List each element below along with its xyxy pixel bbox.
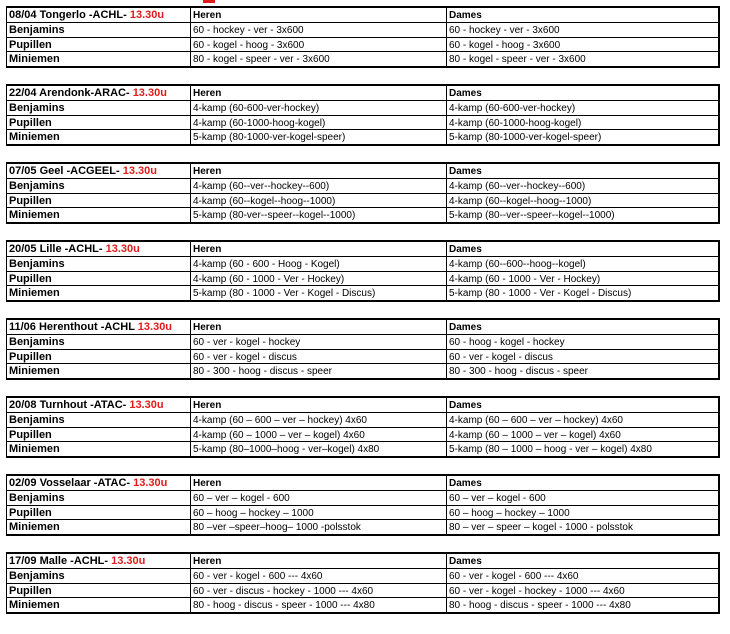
category-label: Miniemen (7, 52, 191, 66)
heren-events-cell: 60 - ver - kogel - discus (191, 350, 447, 364)
table-row (7, 130, 718, 144)
event-date-location (7, 242, 191, 256)
heren-events-cell: 5-kamp (80-1000-ver-kogel-speer) (191, 130, 447, 144)
table-row (7, 179, 718, 194)
dames-events-cell: 4-kamp (60 – 1000 – ver – kogel) 4x60 (449, 429, 621, 441)
dames-events-cell: 4-kamp (60--ver--hockey--600) (449, 180, 586, 192)
table-row (7, 38, 718, 53)
table-row (7, 584, 718, 599)
heren-events-cell: 5-kamp (80-ver--speer--kogel--1000) (191, 208, 447, 222)
column-header-heren: Heren (191, 554, 447, 568)
event-table (6, 84, 720, 146)
dames-events-cell: 4-kamp (60 – 600 – ver – hockey) 4x60 (449, 414, 623, 426)
column-header-heren: Heren (191, 86, 447, 100)
table-row (7, 194, 718, 209)
heren-events-cell: 60 - ver - kogel - hockey (191, 335, 447, 349)
column-header-dames: Dames (449, 322, 482, 333)
event-table (6, 474, 720, 536)
dames-events-cell: 5-kamp (80 - 1000 - Ver - Kogel - Discus) (449, 288, 632, 300)
table-row (7, 257, 718, 272)
category-label: Pupillen (7, 38, 191, 52)
column-header-heren: Heren (191, 476, 447, 490)
table-row (7, 350, 718, 365)
event-table (6, 162, 720, 224)
event-date-location (7, 320, 191, 334)
event-start-time: 13.30u (129, 399, 164, 411)
event-table (6, 552, 720, 614)
event-table (6, 240, 720, 302)
category-label: Pupillen (7, 116, 191, 130)
event-start-time: 13.30u (105, 243, 140, 255)
event-start-time: 13.30u (111, 555, 146, 567)
dames-events-cell: 5-kamp (80--ver--speer--kogel--1000) (449, 210, 615, 222)
category-label: Pupillen (7, 506, 191, 520)
event-start-time: 13.30u (137, 321, 173, 333)
heren-events-cell: 80 - kogel - speer - ver - 3x600 (191, 52, 447, 66)
heren-events-cell: 80 - hoog - discus - speer - 1000 --- 4x80 (191, 598, 447, 612)
event-table (6, 318, 720, 380)
column-header-heren: Heren (191, 398, 447, 412)
event-start-time: 13.30u (122, 165, 157, 177)
table-row (7, 413, 718, 428)
heren-events-cell: 4-kamp (60-1000-hoog-kogel) (191, 116, 447, 130)
event-header-row (7, 242, 718, 257)
dames-events-cell: 80 - 300 - hoog - discus - speer (449, 366, 588, 378)
heren-events-cell: 4-kamp (60 – 1000 – ver – kogel) 4x60 (191, 428, 447, 442)
dames-events-cell: 80 - kogel - speer - ver - 3x600 (449, 54, 586, 66)
column-header-dames: Dames (449, 166, 482, 177)
event-title: 08/04 Tongerlo -ACHL- (9, 9, 127, 21)
heren-events-cell: 4-kamp (60 - 1000 - Ver - Hockey) (191, 272, 447, 286)
table-row (7, 101, 718, 116)
event-date-location (7, 398, 191, 412)
table-row (7, 208, 718, 222)
dames-events-cell: 4-kamp (60--kogel--hoog--1000) (449, 195, 592, 207)
event-title: 11/06 Herenthout -ACHL (9, 321, 135, 333)
dames-events-cell: 4-kamp (60 - 1000 - Ver - Hockey) (449, 273, 601, 285)
table-row (7, 286, 718, 300)
heren-events-cell: 60 – hoog – hockey – 1000 (191, 506, 447, 520)
table-row (7, 442, 718, 456)
category-label: Miniemen (7, 286, 191, 300)
dames-events-cell: 5-kamp (80-1000-ver-kogel-speer) (449, 132, 602, 144)
event-header-row (7, 398, 718, 413)
dames-events-cell: 60 - ver - kogel - 600 --- 4x60 (449, 570, 579, 582)
heren-events-cell: 4-kamp (60 – 600 – ver – hockey) 4x60 (191, 413, 447, 427)
table-row (7, 272, 718, 287)
event-header-row (7, 554, 718, 569)
column-header-dames: Dames (449, 10, 482, 21)
column-header-heren: Heren (191, 320, 447, 334)
table-row (7, 491, 718, 506)
heren-events-cell: 5-kamp (80 - 1000 - Ver - Kogel - Discus) (191, 286, 447, 300)
page-corner-mark (203, 0, 215, 3)
category-label: Miniemen (7, 442, 191, 456)
dames-events-cell: 60 - ver - kogel - hockey - 1000 --- 4x60 (449, 585, 625, 597)
heren-events-cell: 5-kamp (80–1000–hoog - ver–kogel) 4x80 (191, 442, 447, 456)
table-row (7, 335, 718, 350)
heren-events-cell: 4-kamp (60--kogel--hoog--1000) (191, 194, 447, 208)
heren-events-cell: 80 - 300 - hoog - discus - speer (191, 364, 447, 378)
heren-events-cell: 4-kamp (60--ver--hockey--600) (191, 179, 447, 193)
table-row (7, 520, 718, 534)
category-label: Miniemen (7, 364, 191, 378)
heren-events-cell: 80 –ver –speer–hoog– 1000 -polsstok (191, 520, 447, 534)
schedule-document (6, 6, 720, 630)
dames-events-cell: 60 - ver - kogel - discus (449, 351, 553, 363)
column-header-heren: Heren (191, 8, 447, 22)
table-row (7, 23, 718, 38)
event-title: 02/09 Vosselaar -ATAC- (9, 477, 131, 489)
category-label: Benjamins (7, 569, 191, 583)
event-header-row (7, 86, 718, 101)
heren-events-cell: 60 – ver – kogel - 600 (191, 491, 447, 505)
heren-events-cell: 60 - ver - discus - hockey - 1000 --- 4x60 (191, 584, 447, 598)
category-label: Benjamins (7, 179, 191, 193)
dames-events-cell: 80 - hoog - discus - speer - 1000 --- 4x80 (449, 600, 631, 612)
category-label: Pupillen (7, 350, 191, 364)
event-start-time: 13.30u (132, 87, 167, 99)
column-header-dames: Dames (449, 478, 482, 489)
category-label: Miniemen (7, 520, 191, 534)
event-title: 17/09 Malle -ACHL- (9, 555, 109, 567)
category-label: Miniemen (7, 208, 191, 222)
dames-events-cell: 60 - hockey - ver - 3x600 (449, 24, 560, 36)
category-label: Pupillen (7, 584, 191, 598)
dames-events-cell: 60 - hoog - kogel - hockey (449, 336, 565, 348)
category-label: Miniemen (7, 130, 191, 144)
dames-events-cell: 80 – ver – speer – kogel - 1000 - polsstok (449, 522, 633, 534)
column-header-dames: Dames (449, 556, 482, 567)
category-label: Pupillen (7, 272, 191, 286)
column-header-heren: Heren (191, 242, 447, 256)
heren-events-cell: 60 - kogel - hoog - 3x600 (191, 38, 447, 52)
dames-events-cell: 5-kamp (80 – 1000 – hoog - ver – kogel) 4x80 (449, 444, 652, 456)
event-header-row (7, 476, 718, 491)
event-table (6, 396, 720, 458)
column-header-heren: Heren (191, 164, 447, 178)
category-label: Miniemen (7, 598, 191, 612)
column-header-dames: Dames (449, 400, 482, 411)
category-label: Pupillen (7, 428, 191, 442)
event-table (6, 6, 720, 68)
event-start-time: 13.30u (129, 9, 165, 21)
category-label: Benjamins (7, 257, 191, 271)
table-row (7, 506, 718, 521)
table-row (7, 116, 718, 131)
heren-events-cell: 60 - hockey - ver - 3x600 (191, 23, 447, 37)
category-label: Benjamins (7, 413, 191, 427)
category-label: Benjamins (7, 23, 191, 37)
heren-events-cell: 4-kamp (60-600-ver-hockey) (191, 101, 447, 115)
table-row (7, 364, 718, 378)
column-header-dames: Dames (449, 244, 482, 255)
event-title: 20/05 Lille -ACHL- (9, 243, 103, 255)
category-label: Benjamins (7, 491, 191, 505)
table-row (7, 569, 718, 584)
heren-events-cell: 60 - ver - kogel - 600 --- 4x60 (191, 569, 447, 583)
event-date-location (7, 164, 191, 178)
dames-events-cell: 60 – hoog – hockey – 1000 (449, 507, 570, 519)
event-title: 22/04 Arendonk-ARAC- (9, 87, 130, 99)
event-title: 20/08 Turnhout -ATAC- (9, 399, 127, 411)
dames-events-cell: 60 - kogel - hoog - 3x600 (449, 39, 561, 51)
dames-events-cell: 60 – ver – kogel - 600 (449, 492, 546, 504)
heren-events-cell: 4-kamp (60 - 600 - Hoog - Kogel) (191, 257, 447, 271)
dames-events-cell: 4-kamp (60-1000-hoog-kogel) (449, 117, 582, 129)
event-header-row (7, 320, 718, 335)
event-title: 07/05 Geel -ACGEEL- (9, 165, 120, 177)
column-header-dames: Dames (449, 88, 482, 99)
event-header-row (7, 8, 718, 23)
event-date-location (7, 476, 191, 490)
event-start-time: 13.30u (133, 477, 168, 489)
table-row (7, 598, 718, 612)
event-date-location (7, 554, 191, 568)
table-row (7, 52, 718, 66)
category-label: Benjamins (7, 101, 191, 115)
event-header-row (7, 164, 718, 179)
event-date-location (7, 8, 191, 22)
category-label: Benjamins (7, 335, 191, 349)
table-row (7, 428, 718, 443)
event-date-location (7, 86, 191, 100)
category-label: Pupillen (7, 194, 191, 208)
dames-events-cell: 4-kamp (60-600-ver-hockey) (449, 102, 576, 114)
dames-events-cell: 4-kamp (60--600--hoog--kogel) (449, 258, 586, 270)
